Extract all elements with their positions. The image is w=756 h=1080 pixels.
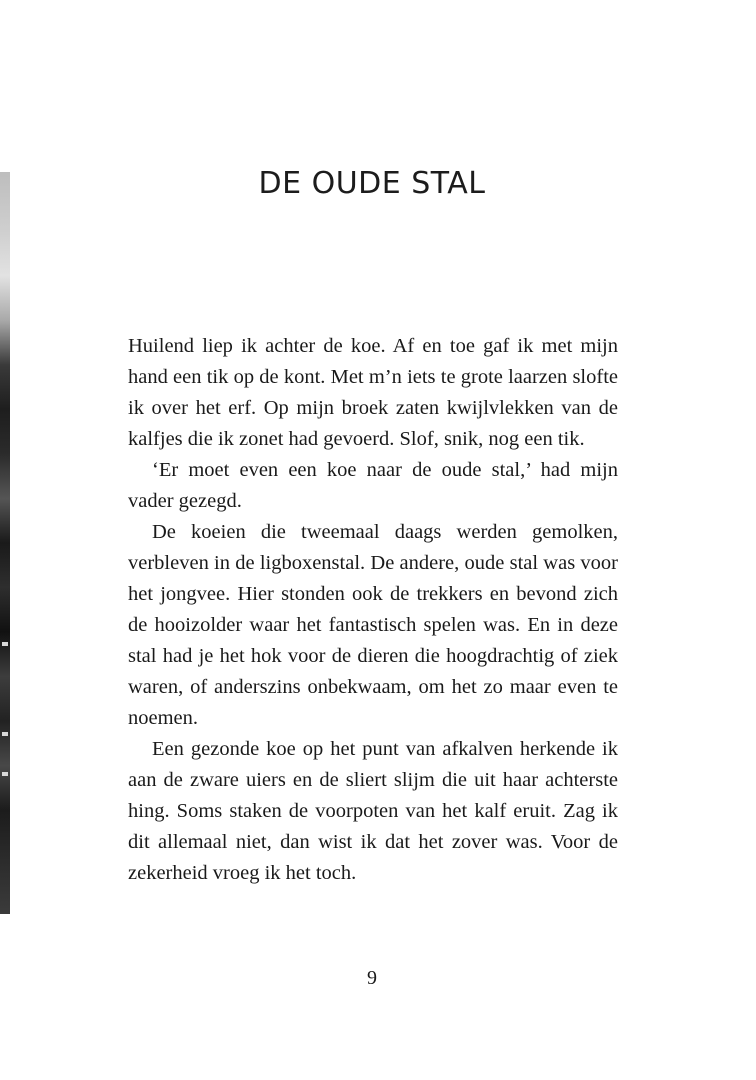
photo-edge-strip [0,172,10,914]
paragraph: Huilend liep ik achter de koe. Af en toe gaf ik met mijn hand een tik op de kont. Met m’n iets te grote laarzen slofte ik over het erf. Op mijn broek zaten kwijlvlekken van de kalfjes die ik zonet had gevoerd. Slof, snik, nog een tik. [128,335,618,450]
chapter-body [128,331,618,889]
photo-detail [2,732,8,736]
paragraph: De koeien die tweemaal daags werden gemolken, verbleven in de ligboxenstal. De andere, oude stal was voor het jongvee. Hier stonden ook de trekkers en bevond zich de hooizolder waar het fantastisch spelen was. En in deze stal had je het hok voor de dieren die hoogdrachtig of ziek waren, of anderszins onbekwaam, om het zo maar even te noemen. [128,521,618,729]
photo-detail [2,772,8,776]
photo-detail [2,642,8,646]
page-number: 9 [367,967,377,989]
paragraph: ‘Er moet even een koe naar de oude stal,’ had mijn vader gezegd. [128,459,618,512]
paragraph: Een gezonde koe op het punt van afkalven herkende ik aan de zware uiers en de sliert slijm die uit haar achterste hing. Soms staken de voorpoten van het kalf eruit. Zag ik dit allemaal niet, dan wist ik dat het zover was. Voor de zekerheid vroeg ik het toch. [128,738,618,884]
chapter-title: DE OUDE STAL [258,166,486,201]
